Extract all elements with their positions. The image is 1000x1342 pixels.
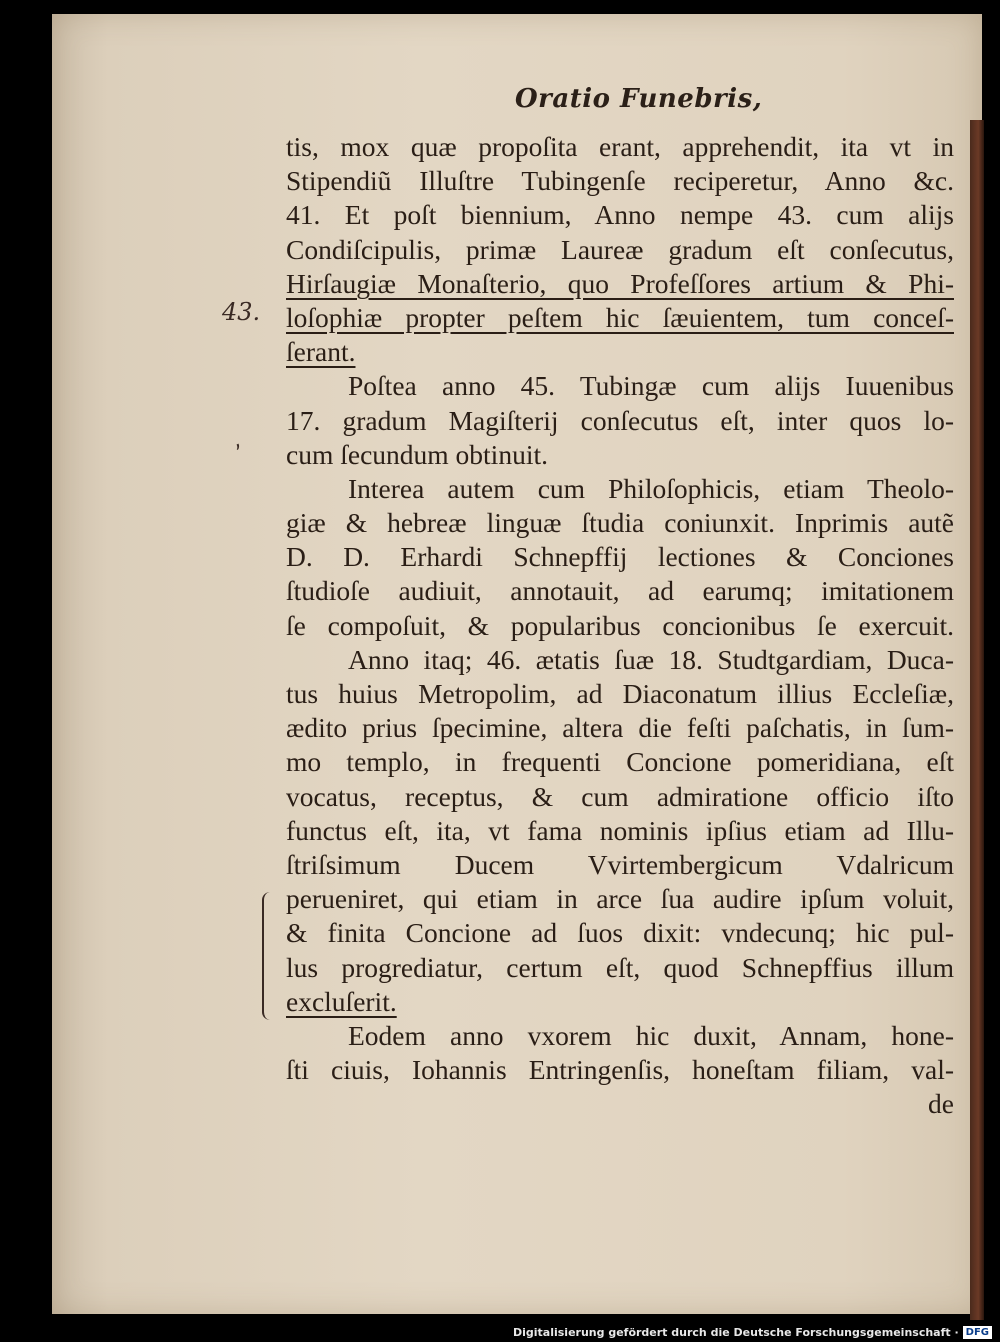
text-line: tus huius Metropolim, ad Diaconatum illius Eccleſiæ, xyxy=(286,678,954,709)
margin-bracket xyxy=(262,892,274,1020)
text-line: D. D. Erhardi Schnepffij lectiones & Conciones xyxy=(286,541,954,573)
text-line: Condiſcipulis, primæ Laureæ gradum eſt conſecutus, xyxy=(286,233,954,265)
text-line: 41. Et poſt biennium, Anno nempe 43. cum alijs xyxy=(286,199,954,231)
text-line: lus progrediatur, certum eſt, quod Schnepffius illum xyxy=(286,951,954,983)
text-line-underlined: loſophiæ propter peſtem hic ſæuientem, tum conceſ- xyxy=(286,301,954,333)
text-line: giæ & hebreæ linguæ ſtudia coniunxit. Inprimis autẽ xyxy=(286,507,954,539)
text-line-underlined: ſerant. xyxy=(286,336,356,368)
text-line: tis, mox quæ propoſita erant, apprehendit, ita vt in xyxy=(286,131,954,162)
text-line: 17. gradum Magiſterij conſecutus eſt, inter quos lo- xyxy=(286,404,954,436)
text-line: & finita Concione ad ſuos dixit: vndecunq; hic pul- xyxy=(286,917,954,949)
catchword: de xyxy=(928,1088,954,1120)
text-line: Interea autem cum Philoſophicis, etiam Theolo- xyxy=(348,472,954,504)
text-line: vocatus, receptus, & cum admiratione officio iſto xyxy=(286,780,954,812)
text-line: Poſtea anno 45. Tubingæ cum alijs Iuuenibus xyxy=(348,370,954,402)
text-line: ſti ciuis, Iohannis Entringenſis, honeſtam filiam, val- xyxy=(286,1054,954,1086)
text-line: ſe compoſuit, & popularibus concionibus ſe exercuit. xyxy=(286,609,954,641)
margin-annotation-mark: , xyxy=(227,427,244,454)
running-title: Oratio Funebris, xyxy=(515,84,763,114)
text-line: Eodem anno vxorem hic duxit, Annam, hone- xyxy=(348,1019,954,1051)
credit-text: Digitalisierung gefördert durch die Deutsche Forschungsgemeinschaft · xyxy=(512,1326,959,1339)
book-page-edge xyxy=(970,120,984,1320)
text-line-underlined: Hirſaugiæ Monaſterio, quo Profeſſores artium & Phi- xyxy=(286,267,954,299)
digitization-credit xyxy=(513,1326,992,1339)
text-line-underlined: excluſerit. xyxy=(286,985,397,1017)
text-line: cum ſecundum obtinuit. xyxy=(286,438,548,470)
text-line: ſtriſsimum Ducem Vvirtembergicum Vdalricum xyxy=(286,848,954,880)
text-line: ſtudioſe audiuit, annotauit, ad earumq; imitationem xyxy=(286,575,954,607)
text-line: mo templo, in frequenti Concione pomeridiana, eſt xyxy=(286,746,954,778)
text-line: functus eſt, ita, vt fama nominis ipſius etiam ad Illu- xyxy=(286,814,954,846)
dfg-logo: DFG xyxy=(963,1326,992,1339)
text-line: ædito prius ſpecimine, altera die feſti paſchatis, in ſum- xyxy=(286,712,954,744)
text-line: Anno itaq; 46. ætatis ſuæ 18. Studtgardiam, Duca- xyxy=(348,643,954,675)
body-text xyxy=(286,130,954,1121)
margin-annotation-number: 43. xyxy=(222,298,261,326)
text-line: perueniret, qui etiam in arce ſua audire ipſum voluit, xyxy=(286,883,954,915)
text-line: Stipendiũ Illuſtre Tubingenſe reciperetur, Anno &c. xyxy=(286,165,954,197)
